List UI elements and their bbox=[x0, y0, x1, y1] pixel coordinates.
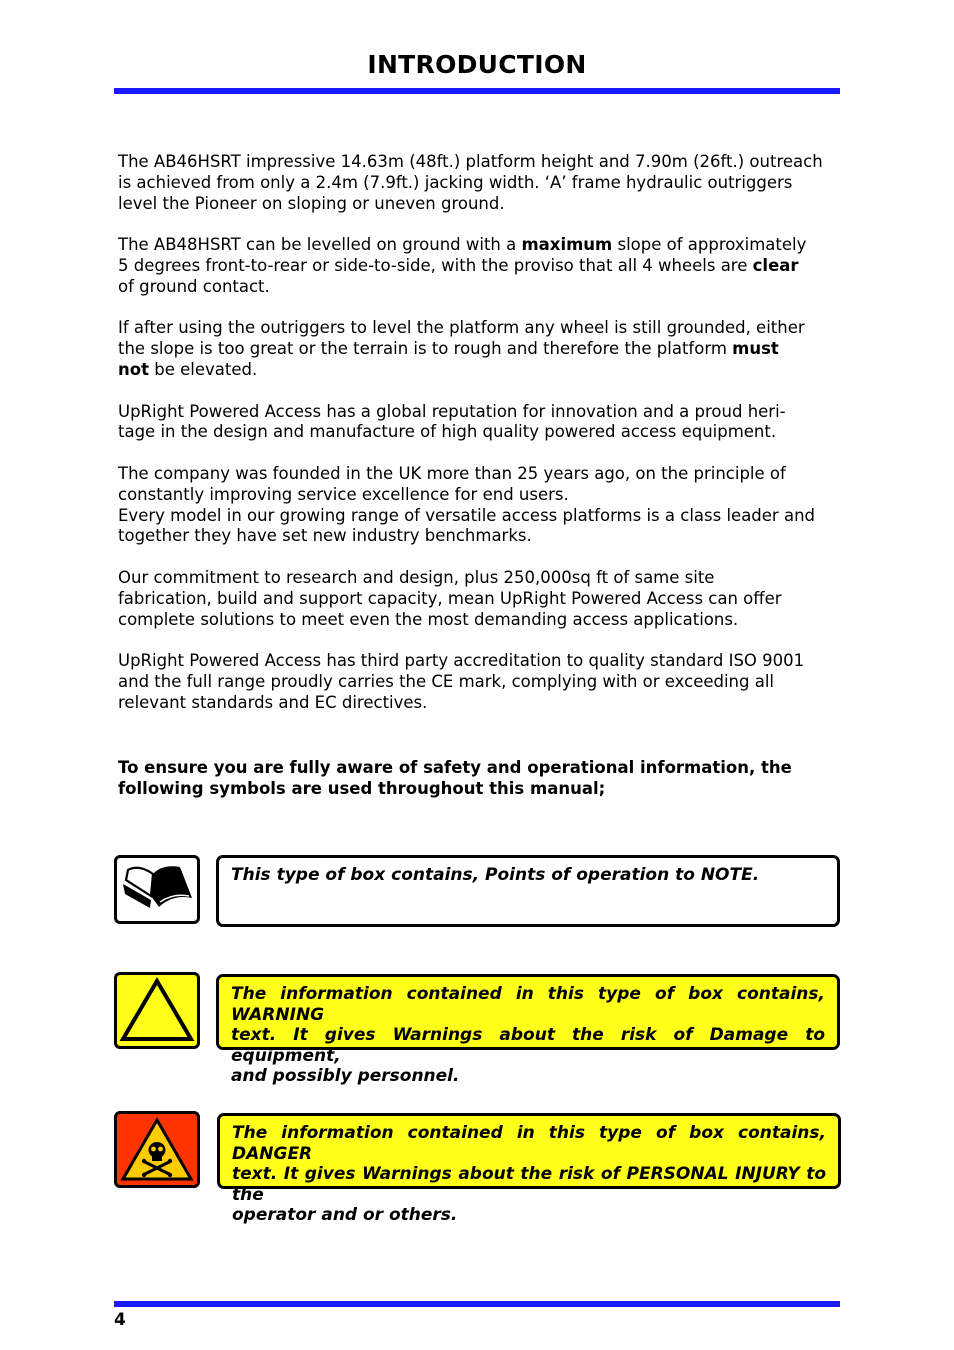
skull-crossbones-icon bbox=[117, 1114, 197, 1185]
text-segment: be elevated. bbox=[148, 359, 258, 379]
text-segment: constantly improving service excellence for end users. bbox=[118, 484, 569, 504]
danger-text-line: The information contained in this type of box contains, DANGER bbox=[232, 1123, 826, 1164]
body-paragraph bbox=[118, 651, 858, 713]
emphasis-text: maximum bbox=[521, 235, 613, 255]
top-divider bbox=[114, 88, 840, 94]
text-segment: relevant standards and EC directives. bbox=[118, 692, 428, 712]
text-line bbox=[118, 651, 858, 672]
text-segment: of ground contact. bbox=[118, 276, 270, 296]
danger-box bbox=[217, 1113, 841, 1225]
text-line bbox=[118, 589, 858, 610]
text-segment: and the full range proudly carries the CE mark, complying with or exceeding all bbox=[118, 671, 775, 691]
note-icon-frame bbox=[114, 855, 200, 924]
symbols-intro-line: following symbols are used throughout this manual; bbox=[118, 778, 606, 798]
note-box bbox=[216, 855, 840, 927]
text-segment: slope of approximately bbox=[612, 235, 807, 255]
text-line bbox=[118, 173, 858, 194]
text-segment: 5 degrees front-to-rear or side-to-side, with the proviso that all 4 wheels are bbox=[118, 255, 753, 275]
note-text: This type of box contains, Points of operation to NOTE. bbox=[231, 865, 760, 885]
text-line bbox=[118, 526, 858, 547]
open-book-icon bbox=[117, 858, 197, 921]
text-line bbox=[118, 568, 858, 589]
text-segment: complete solutions to meet even the most demanding access applications. bbox=[118, 609, 739, 629]
body-paragraph bbox=[118, 568, 858, 630]
text-line bbox=[118, 422, 858, 443]
warning-box bbox=[216, 974, 840, 1086]
text-line bbox=[118, 506, 858, 527]
text-segment: level the Pioneer on sloping or uneven ground. bbox=[118, 193, 505, 213]
text-segment: The company was founded in the UK more than 25 years ago, on the principle of bbox=[118, 463, 786, 483]
warning-text-line: text. It gives Warnings about the risk of Damage to equipment, bbox=[231, 1025, 825, 1066]
text-segment: The AB46HSRT impressive 14.63m (48ft.) platform height and 7.90m (26ft.) outreach bbox=[118, 152, 823, 171]
danger-text-line: operator and or others. bbox=[232, 1205, 458, 1225]
symbols-intro-line: To ensure you are fully aware of safety and operational information, the bbox=[118, 758, 792, 777]
body-paragraph bbox=[118, 402, 858, 444]
danger-icon-frame bbox=[114, 1111, 200, 1188]
body-text bbox=[118, 152, 858, 734]
text-segment: the slope is too great or the terrain is to rough and therefore the platform bbox=[118, 339, 733, 359]
symbols-intro bbox=[118, 758, 858, 800]
emphasis-text: not bbox=[118, 359, 149, 379]
body-paragraph bbox=[118, 464, 858, 547]
body-paragraph bbox=[118, 318, 858, 380]
text-line bbox=[118, 693, 858, 714]
warning-text-line: and possibly personnel. bbox=[231, 1066, 460, 1086]
danger-text-line: text. It gives Warnings about the risk of PERSONAL INJURY to the bbox=[232, 1164, 826, 1205]
text-line bbox=[118, 672, 858, 693]
body-paragraph bbox=[118, 235, 858, 297]
text-line bbox=[118, 464, 858, 485]
text-segment: Every model in our growing range of versatile access platforms is a class leader and bbox=[118, 505, 816, 525]
page-title: INTRODUCTION bbox=[367, 50, 587, 79]
emphasis-text: must bbox=[732, 339, 779, 359]
body-paragraph bbox=[118, 152, 858, 214]
text-segment: Our commitment to research and design, plus 250,000sq ft of same site bbox=[118, 567, 715, 587]
text-segment: tage in the design and manufacture of high quality powered access equipment. bbox=[118, 422, 777, 442]
text-line bbox=[118, 235, 858, 256]
text-segment: is achieved from only a 2.4m (7.9ft.) jacking width. ‘A’ frame hydraulic outriggers bbox=[118, 172, 793, 192]
warning-triangle-icon bbox=[117, 975, 197, 1046]
text-line bbox=[118, 318, 858, 339]
text-line bbox=[118, 339, 858, 360]
text-line bbox=[118, 194, 858, 215]
warning-text-line: The information contained in this type of box contains, WARNING bbox=[231, 984, 825, 1025]
text-segment: The AB48HSRT can be levelled on ground with a bbox=[118, 235, 522, 255]
text-line bbox=[118, 360, 858, 381]
text-line bbox=[118, 610, 858, 631]
text-segment: UpRight Powered Access has third party accreditation to quality standard ISO 9001 bbox=[118, 651, 805, 671]
warning-icon-frame bbox=[114, 972, 200, 1049]
text-line bbox=[118, 402, 858, 423]
text-segment: UpRight Powered Access has a global reputation for innovation and a proud heri- bbox=[118, 401, 786, 421]
text-segment: fabrication, build and support capacity, mean UpRight Powered Access can offer bbox=[118, 588, 782, 608]
text-line bbox=[118, 277, 858, 298]
page-number: 4 bbox=[114, 1310, 126, 1330]
emphasis-text: clear bbox=[752, 255, 799, 275]
text-line bbox=[118, 485, 858, 506]
text-line bbox=[118, 256, 858, 277]
text-line bbox=[118, 152, 858, 173]
text-segment: If after using the outriggers to level the platform any wheel is still grounded, either bbox=[118, 318, 805, 338]
bottom-divider bbox=[114, 1301, 840, 1307]
text-segment: together they have set new industry benchmarks. bbox=[118, 526, 532, 546]
